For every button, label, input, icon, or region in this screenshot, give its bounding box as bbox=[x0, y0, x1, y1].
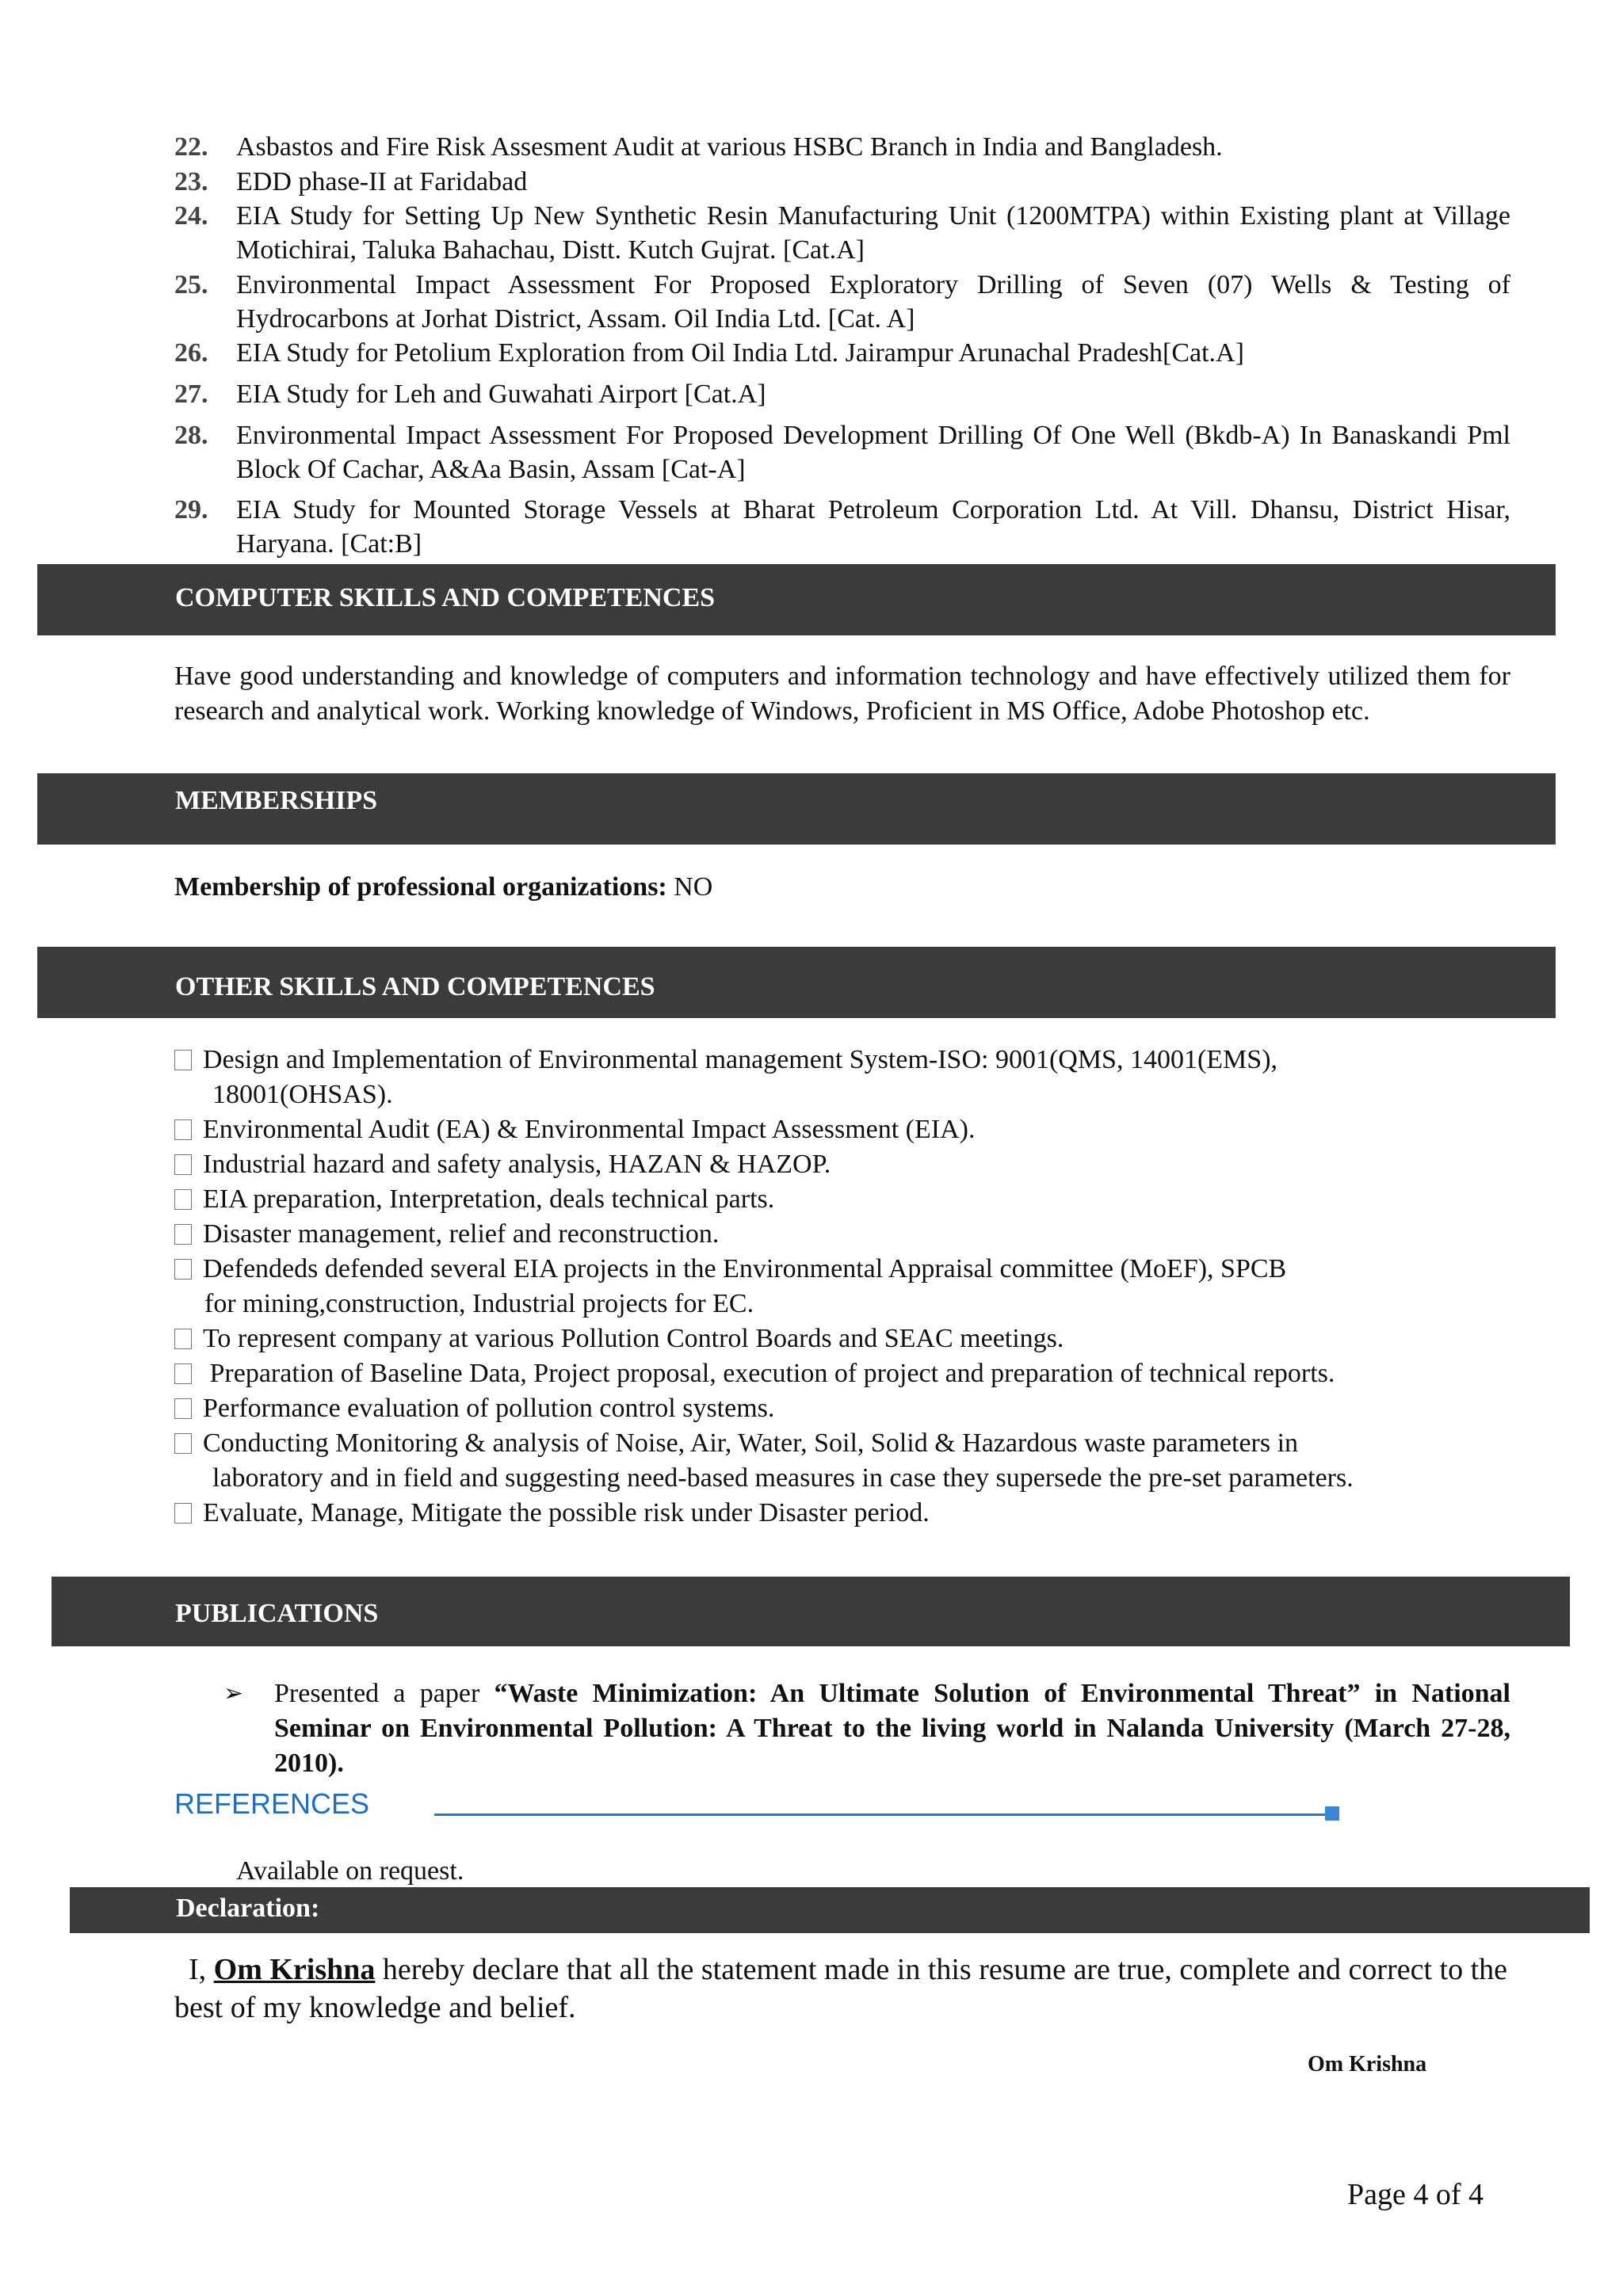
skill-item bbox=[174, 1147, 1537, 1182]
bullet-box-icon bbox=[174, 1329, 192, 1349]
skill-item bbox=[174, 1356, 1537, 1391]
publication-prefix: Presented a paper bbox=[274, 1679, 495, 1708]
project-item bbox=[174, 165, 1510, 199]
project-number: 28. bbox=[174, 421, 208, 450]
bullet-box-icon bbox=[174, 1433, 192, 1454]
declarant-name: Om Krishna bbox=[213, 1953, 376, 1986]
bullet-box-icon bbox=[174, 1189, 192, 1210]
skill-text: Environmental Audit (EA) & Environmental Impact Assessment (EIA). bbox=[203, 1115, 976, 1144]
bullet-box-icon bbox=[174, 1154, 192, 1175]
publication-title: “Waste Minimization: An Ultimate Solution of Environmental Threat” in National Seminar on Environmental Pollution: A Threat to the living world in Nalanda University (March 27-28, 2010). bbox=[274, 1679, 1510, 1778]
project-text: Asbastos and Fire Risk Assesment Audit at various HSBC Branch in India and Bangladesh. bbox=[236, 132, 1223, 162]
skill-text: Disaster management, relief and reconstruction. bbox=[203, 1219, 720, 1249]
skill-text: Preparation of Baseline Data, Project proposal, execution of project and preparation of technical reports. bbox=[203, 1359, 1335, 1388]
section-header-declaration bbox=[70, 1887, 1590, 1933]
project-text: Environmental Impact Assessment For Proposed Exploratory Drilling of Seven (07) Wells & Testing of Hydrocarbons at Jorhat District, Assam. Oil India Ltd. [Cat. A] bbox=[236, 270, 1510, 334]
bullet-box-icon bbox=[174, 1363, 192, 1384]
project-item bbox=[174, 418, 1510, 486]
references-heading: REFERENCES bbox=[174, 1787, 370, 1820]
references-square-icon bbox=[1325, 1806, 1339, 1821]
skill-item bbox=[174, 1426, 1537, 1496]
section-title: Declaration: bbox=[176, 1894, 320, 1923]
project-item bbox=[174, 336, 1510, 370]
skill-text: Industrial hazard and safety analysis, HAZAN & HAZOP. bbox=[203, 1150, 831, 1179]
skill-text: Defendeds defended several EIA projects in the Environmental Appraisal committee (MoEF), SPCB bbox=[203, 1254, 1287, 1283]
project-item bbox=[174, 130, 1510, 164]
publication-item bbox=[223, 1676, 1510, 1781]
project-text: EDD phase-II at Faridabad bbox=[236, 167, 528, 196]
references-rule bbox=[434, 1814, 1330, 1816]
declaration-pre: I, bbox=[189, 1953, 214, 1986]
section-header-computer-skills bbox=[37, 564, 1556, 635]
section-header-other-skills bbox=[37, 947, 1556, 1018]
computer-skills-text: Have good understanding and knowledge of computers and information technology and have effectively utilized them for research and analytical work. Working knowledge of Windows, Proficient in MS Office, Adobe Photoshop etc. bbox=[174, 662, 1510, 726]
skill-item bbox=[174, 1217, 1537, 1252]
skill-item bbox=[174, 1322, 1537, 1356]
membership-line bbox=[174, 870, 1510, 905]
section-header-memberships bbox=[37, 773, 1556, 845]
bullet-box-icon bbox=[174, 1050, 192, 1070]
skill-item bbox=[174, 1391, 1537, 1426]
signature: Om Krishna bbox=[1308, 2052, 1427, 2077]
membership-value: NO bbox=[666, 872, 713, 902]
bullet-box-icon bbox=[174, 1259, 192, 1280]
project-number: 29. bbox=[174, 495, 208, 524]
skill-text: Conducting Monitoring & analysis of Noise, Air, Water, Soil, Solid & Hazardous waste parameters in bbox=[203, 1428, 1299, 1458]
project-text: Environmental Impact Assessment For Proposed Development Drilling Of One Well (Bkdb-A) In Banaskandi Pml Block Of Cachar, A&Aa Basin, Assam [Cat-A] bbox=[236, 421, 1510, 484]
skill-item bbox=[174, 1043, 1537, 1112]
skill-text: To represent company at various Pollution Control Boards and SEAC meetings. bbox=[203, 1324, 1064, 1353]
project-item bbox=[174, 199, 1510, 267]
skill-item bbox=[174, 1252, 1537, 1322]
project-text: EIA Study for Leh and Guwahati Airport [Cat.A] bbox=[236, 379, 766, 409]
skill-text: Design and Implementation of Environmental management System-ISO: 9001(QMS, 14001(EMS), bbox=[203, 1045, 1278, 1074]
references-text: Available on request. bbox=[236, 1856, 464, 1886]
section-title: COMPUTER SKILLS AND COMPETENCES bbox=[175, 583, 716, 612]
project-text: EIA Study for Mounted Storage Vessels at Bharat Petroleum Corporation Ltd. At Vill. Dhansu, District Hisar, Haryana. [Cat:B] bbox=[236, 495, 1510, 559]
declaration-post: hereby declare that all the statement made in this resume are true, complete and correct to the best of my knowledge and belief. bbox=[174, 1953, 1508, 2024]
project-number: 25. bbox=[174, 270, 208, 299]
section-title: MEMBERSHIPS bbox=[175, 786, 378, 815]
declaration-text bbox=[174, 1951, 1522, 2027]
project-text: EIA Study for Petolium Exploration from Oil India Ltd. Jairampur Arunachal Pradesh[Cat.A] bbox=[236, 338, 1244, 368]
project-text: EIA Study for Setting Up New Synthetic Resin Manufacturing Unit (1200MTPA) within Existing plant at Village Motichirai, Taluka Bahachau, Distt. Kutch Gujrat. [Cat.A] bbox=[236, 201, 1510, 265]
project-item bbox=[174, 493, 1510, 561]
project-number: 24. bbox=[174, 201, 208, 231]
skill-text-continued: laboratory and in field and suggesting need-based measures in case they supersede the pre-set parameters. bbox=[212, 1463, 1354, 1493]
project-number: 22. bbox=[174, 132, 208, 162]
bullet-box-icon bbox=[174, 1503, 192, 1524]
skill-text: Evaluate, Manage, Mitigate the possible risk under Disaster period. bbox=[203, 1498, 930, 1527]
skill-text: EIA preparation, Interpretation, deals technical parts. bbox=[203, 1184, 775, 1214]
bullet-box-icon bbox=[174, 1398, 192, 1419]
skill-text-continued: for mining,construction, Industrial projects for EC. bbox=[204, 1289, 754, 1318]
membership-label: Membership of professional organizations: bbox=[174, 872, 667, 902]
section-header-publications bbox=[52, 1577, 1570, 1646]
project-number: 27. bbox=[174, 379, 208, 409]
skill-text: Performance evaluation of pollution control systems. bbox=[203, 1394, 775, 1423]
skill-item bbox=[174, 1496, 1537, 1531]
arrow-bullet-icon: ➢ bbox=[223, 1680, 244, 1707]
project-number: 23. bbox=[174, 167, 208, 196]
bullet-box-icon bbox=[174, 1119, 192, 1140]
publication-text bbox=[274, 1676, 1510, 1781]
bullet-box-icon bbox=[174, 1224, 192, 1245]
skill-item bbox=[174, 1112, 1537, 1147]
skill-text-continued: 18001(OHSAS). bbox=[212, 1080, 393, 1109]
page-number: Page 4 of 4 bbox=[1347, 2178, 1484, 2211]
skill-item bbox=[174, 1182, 1537, 1217]
project-item bbox=[174, 377, 1510, 411]
project-item bbox=[174, 268, 1510, 336]
project-number: 26. bbox=[174, 338, 208, 368]
section-title: PUBLICATIONS bbox=[175, 1599, 379, 1628]
section-title: OTHER SKILLS AND COMPETENCES bbox=[175, 972, 655, 1001]
